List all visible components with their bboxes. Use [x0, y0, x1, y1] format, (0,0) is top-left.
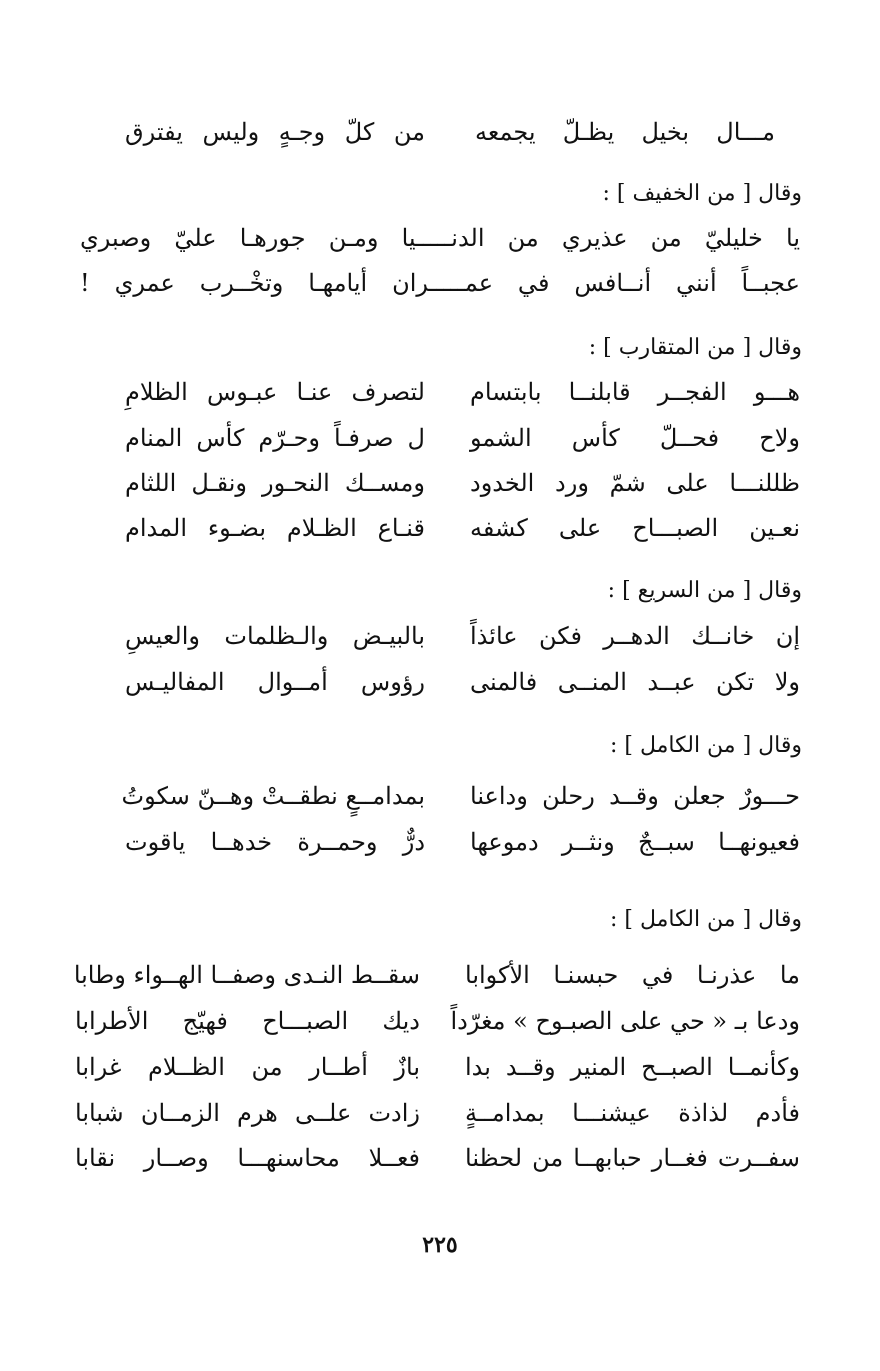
verse-line: يا خليليّ من عذيري من الدنـــــيا ومـن جورهـا عليّ وصبري: [80, 224, 800, 252]
verse-hemistich-second: ومســك النحـور ونقـل اللثام: [125, 469, 425, 497]
verse-couplet: [75, 418, 800, 458]
verse-couplet: [75, 508, 800, 548]
verse-couplet: [75, 616, 800, 656]
verse-couplet: [75, 955, 800, 995]
verse-hemistich-first: إن خانــك الدهــر فكن عائذاً: [470, 622, 800, 650]
verse-hemistich-second: ديك الصبـــاح فهيّج الأطرابا: [75, 1007, 420, 1035]
section-intro: وقال [ من الكامل ] :: [609, 733, 802, 758]
verse-couplet: [75, 776, 800, 816]
verse-couplet-top: [75, 112, 800, 152]
verse-couplet: [75, 463, 800, 503]
verse-hemistich-first: سفــرت فغــار حبابهــا من لحظنا: [465, 1144, 800, 1172]
section-intro: وقال [ من المتقارب ] :: [588, 335, 802, 360]
verse-hemistich-second: رؤوس أمــوال المفاليـس: [125, 668, 425, 696]
verse-hemistich-first: ولاح فحــلّ كأس الشمو: [470, 424, 800, 452]
verse-hemistich-first: نعـين الصبـــاح على كشفه: [470, 514, 800, 542]
verse-hemistich-second: ل صرفـاً وحـرّم كأس المنام: [125, 424, 425, 452]
verse-hemistich-second: بالبيـض والـظلمات والعيسِ: [125, 622, 425, 650]
verse-hemistich-second: درٌّ وحمــرة خدهــا ياقوت: [125, 828, 425, 856]
verse-hemistich-first: حـــورٌ جعلن وقــد رحلن وداعنا: [470, 782, 800, 810]
section-intro: وقال [ من الكامل ] :: [609, 907, 802, 932]
verse-hemistich-second: سقــط النـدى وصفــا الهــواء وطابا: [73, 961, 420, 989]
verse-couplet: [75, 372, 800, 412]
verse-hemistich-first: ودعا بـ « حي على الصبـوح » مغرّداً: [450, 1007, 800, 1035]
page-number: ٢٢٥: [422, 1232, 458, 1258]
section-intro: وقال [ من السريع ] :: [607, 578, 802, 603]
verse-hemistich-first: ظللنـــا على شمّ ورد الخدود: [470, 469, 800, 497]
verse-hemistich-first: ما عذرنـا في حبسنـا الأكوابا: [465, 961, 800, 989]
verse-couplet: [75, 1138, 800, 1178]
verse-hemistich-second: زادت علــى هرم الزمــان شبابا: [75, 1099, 420, 1127]
verse-couplet: [75, 1093, 800, 1133]
verse-hemistich-first: ولا تكن عبــد المنــى فالمنى: [470, 668, 800, 696]
verse-couplet: [75, 822, 800, 862]
verse-couplet: [75, 1047, 800, 1087]
verse-hemistich-first: وكأنمــا الصبــح المنير وقــد بدا: [465, 1053, 800, 1081]
verse-couplet: [75, 662, 800, 702]
verse-hemistich-first: هـــو الفجــر قابلنــا بابتسام: [470, 378, 800, 406]
section-intro: وقال [ من الخفيف ] :: [602, 181, 802, 206]
verse-hemistich-second: بمدامــعٍ نطقــتْ وهــنّ سكوتُ: [121, 782, 425, 810]
verse-hemistich-second: فعــلا محاسنهـــا وصــار نقابا: [75, 1144, 420, 1172]
verse-line: عجبــاً أنني أنــافس في عمـــــران أيامهـا وتخْــرب عمري !: [80, 269, 800, 297]
verse-hemistich-second: من كلّ وجـهٍ وليس يفترق: [125, 118, 425, 146]
verse-hemistich-first: فأدم لذاذة عيشنـــا بمدامــةٍ: [465, 1099, 800, 1127]
verse-hemistich-first: فعيونهــا سبــجٌ ونثــر دموعها: [470, 828, 800, 856]
verse-hemistich-second: بازٌ أطــار من الظــلام غرابا: [75, 1053, 420, 1081]
verse-hemistich-second: لتصرف عنـا عبـوس الظلامِ: [125, 378, 425, 406]
verse-hemistich-first: مـــال بخيل يظـلّ يجمعه: [475, 118, 775, 146]
verse-hemistich-second: قنـاع الظـلام بضـوء المدام: [125, 514, 425, 542]
verse-couplet: [75, 1001, 800, 1041]
